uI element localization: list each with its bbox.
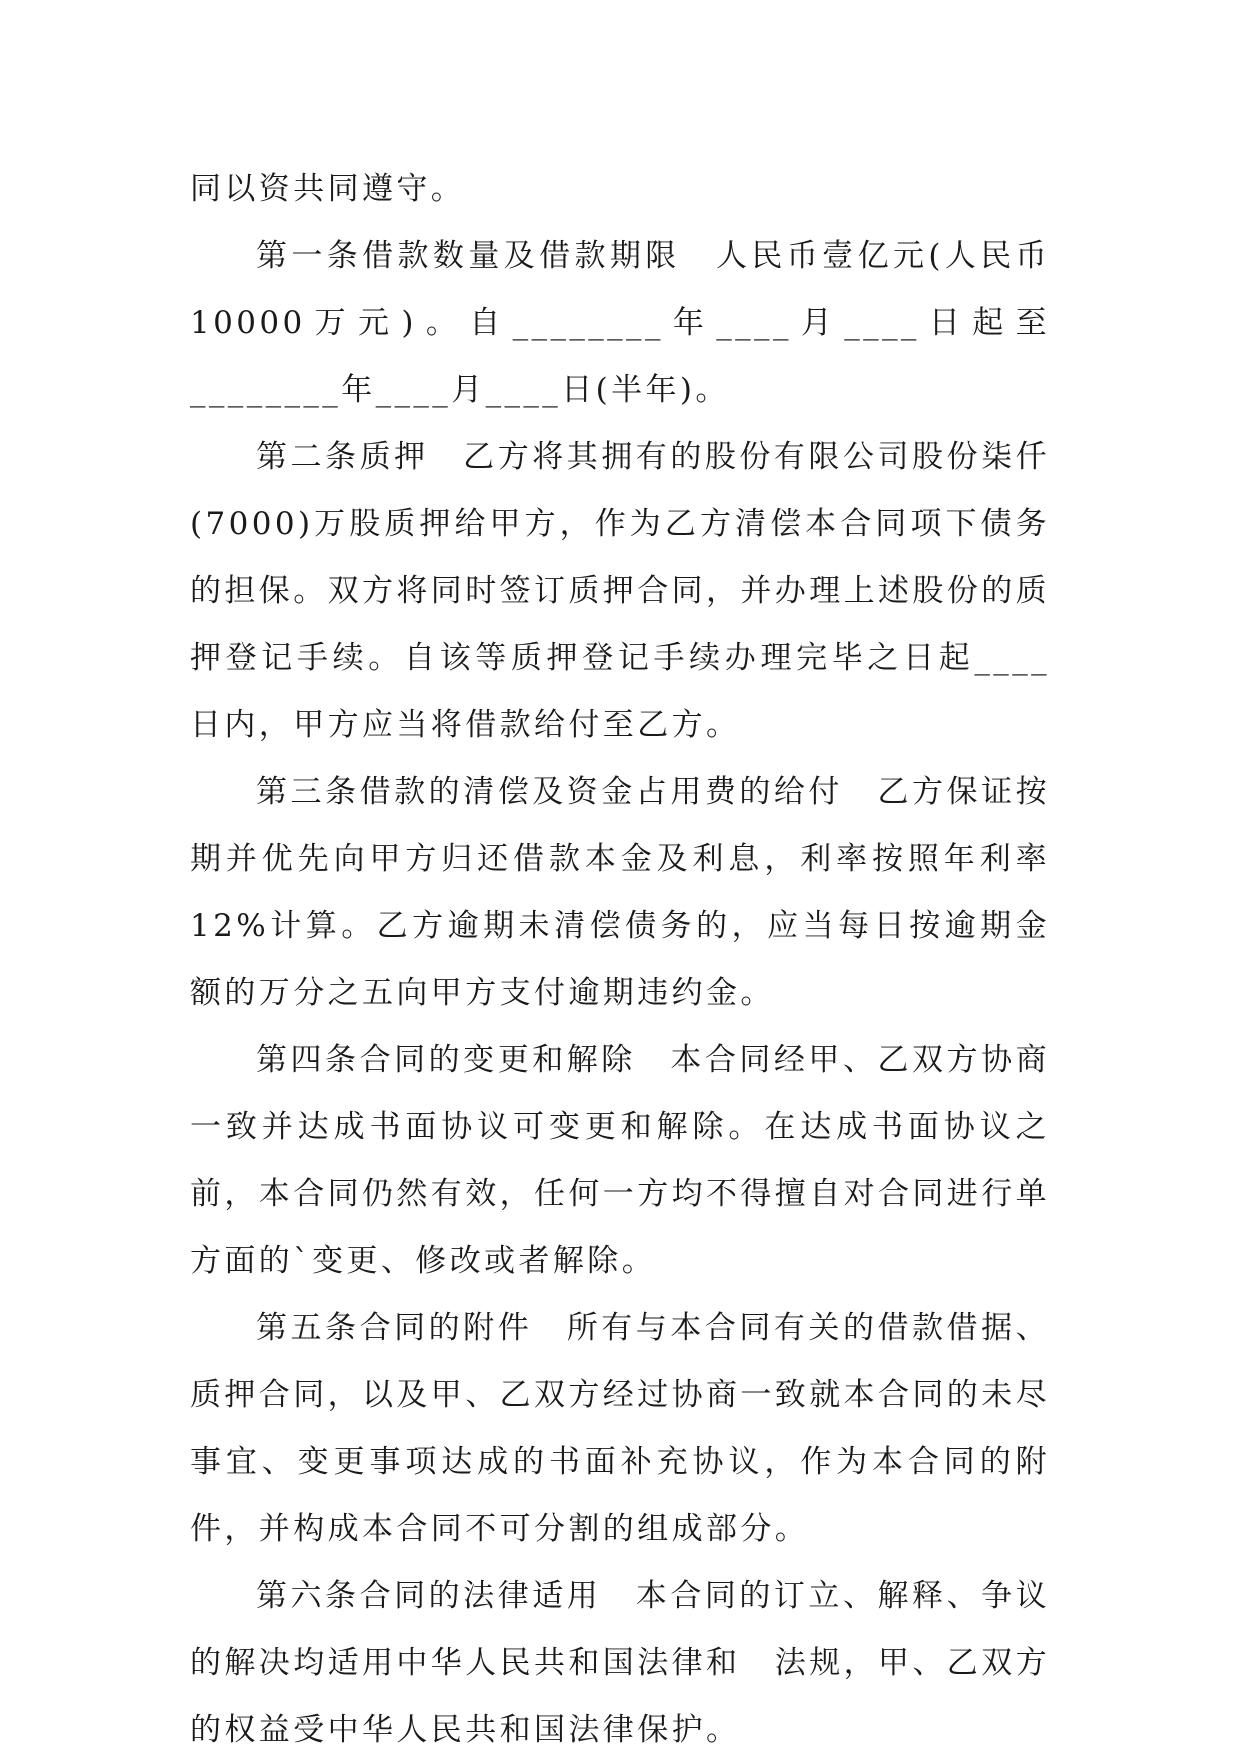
article-3-repayment: 第三条借款的清偿及资金占用费的给付 乙方保证按期并优先向甲方归还借款本金及利息，利率按照年利率12%计算。乙方逾期未清偿债务的，应当每日按逾期金额的万分之五向甲方支付逾期违约金。 <box>190 774 1050 1011</box>
paragraph-continuation: 同以资共同遵守。 <box>190 171 466 207</box>
contract-body <box>190 156 1050 1764</box>
article-5-attachments: 第五条合同的附件 所有与本合同有关的借款借据、质押合同，以及甲、乙双方经过协商一致就本合同的未尽事宜、变更事项达成的书面补充协议，作为本合同的附件，并构成本合同不可分割的组成部分。 <box>190 1310 1050 1547</box>
article-2-pledge: 第二条质押 乙方将其拥有的股份有限公司股份柒仟(7000)万股质押给甲方，作为乙方清偿本合同项下债务的担保。双方将同时签订质押合同，并办理上述股份的质押登记手续。自该等质押登记手续办理完毕之日起____日内，甲方应当将借款给付至乙方。 <box>190 439 1050 743</box>
article-6-governing-law: 第六条合同的法律适用 本合同的订立、解释、争议的解决均适用中华人民共和国法律和 法规，甲、乙双方的权益受中华人民共和国法律保护。 <box>190 1578 1050 1748</box>
article-1-loan-amount-term: 第一条借款数量及借款期限 人民币壹亿元(人民币10000万元)。自________年____月____日起至________年____月____日(半年)。 <box>190 238 1050 408</box>
article-4-modification: 第四条合同的变更和解除 本合同经甲、乙双方协商一致并达成书面协议可变更和解除。在达成书面协议之前，本合同仍然有效，任何一方均不得擅自对合同进行单方面的`变更、修改或者解除。 <box>190 1042 1050 1279</box>
